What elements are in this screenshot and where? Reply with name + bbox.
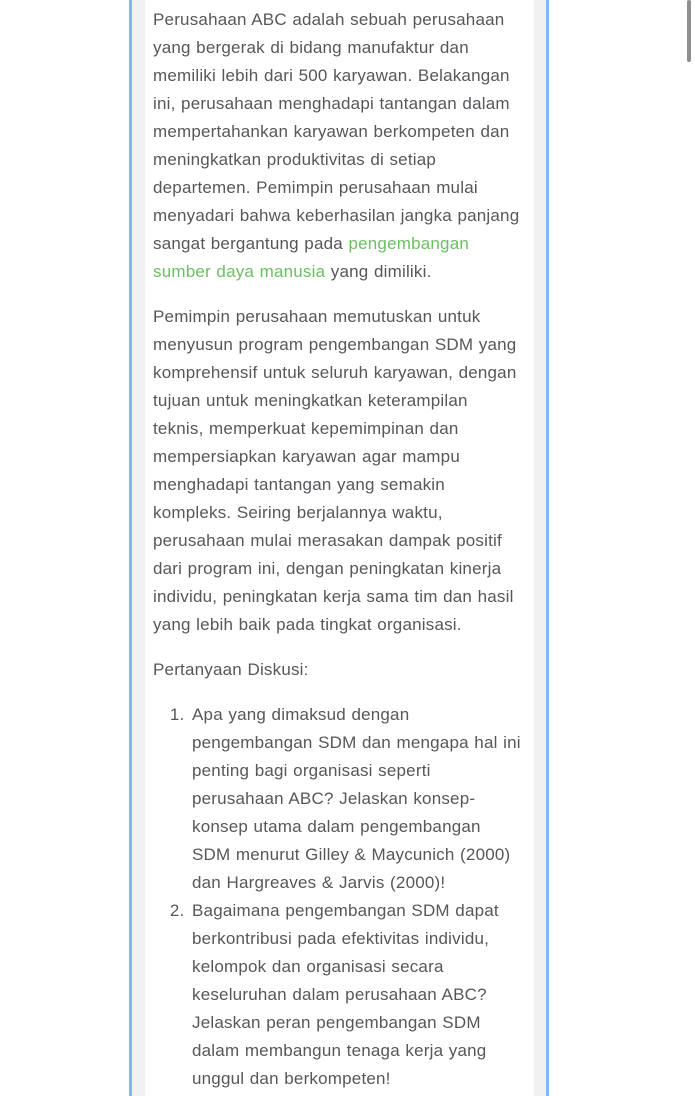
discussion-question-list (153, 701, 523, 1093)
sdm-development-link[interactable]: pengembangan sumber daya manusia (153, 234, 470, 281)
discussion-heading: Pertanyaan Diskusi: (153, 660, 309, 679)
program-paragraph: Pemimpin perusahaan memutuskan untuk menyusun program pengembangan SDM yang komprehensif untuk seluruh karyawan, dengan tujuan untuk meningkatkan keterampilan teknis, memperkuat kepemimpinan dan mempersiapkan karyawan agar mampu menghadapi tantangan yang semakin kompleks. Seiring berjalannya waktu, perusahaan mulai merasakan dampak positif dari program ini, dengan peningkatan kinerja individu, peningkatan kerja sama tim dan hasil yang lebih baik pada tingkat organisasi. (153, 307, 517, 634)
discussion-question-item-1: 1. Apa yang dimaksud dengan pengembangan SDM dan mengapa hal ini penting bagi organisasi seperti perusahaan ABC? Jelaskan konsep-konsep utama dalam pengembangan SDM menurut Gilley & Maycunich (2000) dan Hargreaves & Jarvis (2000)! (190, 701, 523, 897)
case-study-text-before-link: Perusahaan ABC adalah sebuah perusahaan yang bergerak di bidang manufaktur dan memiliki lebih dari 500 karyawan. Belakangan ini, perusahaan menghadapi tantangan dalam mempertahankan karyawan berkompeten dan meningkatkan produktivitas di setiap departemen. Pemimpin perusahaan mulai menyadari bahwa keberhasilan jangka panjang sangat bergantung pada (153, 10, 520, 253)
question-panel (129, 0, 549, 1096)
question-text-card (145, 0, 534, 1096)
case-study-paragraph (153, 6, 523, 286)
discussion-question-item-2: 2. Bagaimana pengembangan SDM dapat berkontribusi pada efektivitas individu, kelompok dan organisasi secara keseluruhan dalam perusahaan ABC? Jelaskan peran pengembangan SDM dalam membangun tenaga kerja yang unggul dan berkompeten! (190, 897, 523, 1093)
scrollbar-thumb[interactable] (687, 0, 691, 62)
case-study-text-after-link: yang dimiliki. (325, 262, 432, 281)
